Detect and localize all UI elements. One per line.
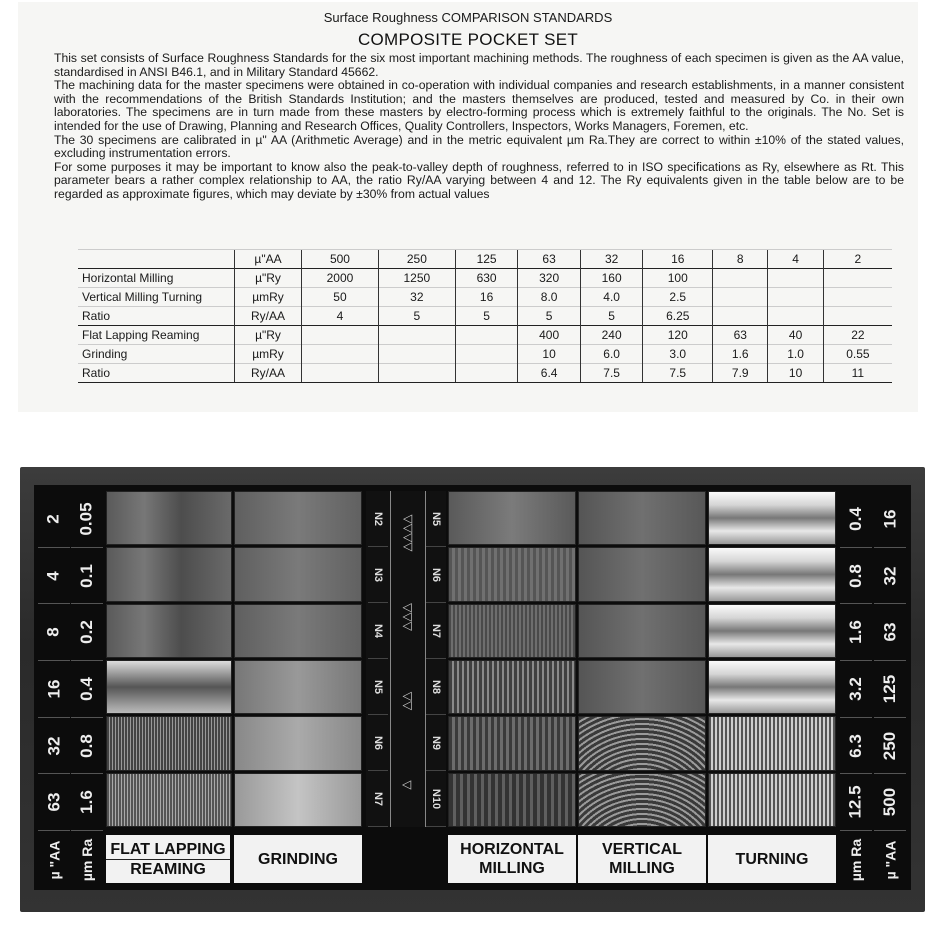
n-grade-strip <box>366 491 446 827</box>
label-vertical-milling <box>578 835 706 883</box>
n-grade-right <box>426 491 446 827</box>
label-grinding <box>234 835 362 883</box>
table-cell: 16 <box>455 288 518 307</box>
scale-head: µm Ra <box>848 838 864 882</box>
scale-cell: 63 <box>38 774 70 831</box>
specimen <box>106 604 232 658</box>
specimen <box>106 547 232 601</box>
table-cell <box>378 364 455 383</box>
n-grade-cell: N4 <box>368 603 388 659</box>
n-grade-cell: N10 <box>426 771 446 827</box>
finish-symbol: ▽▽▽▽ <box>401 514 416 552</box>
table-row <box>78 269 892 288</box>
table-header-row <box>78 250 892 269</box>
table-cell <box>455 345 518 364</box>
scale-cell: 0.8 <box>840 548 872 605</box>
specimen <box>578 660 706 714</box>
finish-symbol-column <box>390 491 426 827</box>
table-cell: µ"Ry <box>235 269 302 288</box>
specimen <box>448 604 576 658</box>
table-cell: 320 <box>518 269 581 288</box>
n-grade-cell: N6 <box>368 715 388 771</box>
table-cell <box>768 269 823 288</box>
specimen <box>578 491 706 545</box>
table-cell: 1.0 <box>768 345 823 364</box>
left-scale-um-ra <box>71 491 103 882</box>
specimen <box>708 491 836 545</box>
table-row <box>78 326 892 345</box>
table-cell: 4 <box>302 307 379 326</box>
scale-head: µ "AA <box>46 840 63 880</box>
table-cell: 400 <box>518 326 581 345</box>
finish-symbol: ▽▽ <box>401 691 415 711</box>
table-cell <box>713 269 768 288</box>
table-cell <box>78 250 235 269</box>
n-grade-cell: N2 <box>368 491 388 547</box>
flat-lapping-specimens <box>106 491 232 827</box>
table-cell: 630 <box>455 269 518 288</box>
table-cell: 32 <box>580 250 643 269</box>
specimen <box>106 491 232 545</box>
label-text: TURNING <box>735 850 809 868</box>
table-row-label: Grinding <box>78 345 235 364</box>
n-grade-cell: N3 <box>368 547 388 603</box>
table-cell: 2.5 <box>643 288 713 307</box>
paragraph: For some purposes it may be important to know also the peak-to-valley depth of roughness, referred to in ISO specifications as Ry, elsewhere as Rt. This parameter bears a rather complex relationship to AA, the ratio Ry/AA varying between 4 and 12. The Ry equivalents given in the table below are to be regarded as approximate figures, which may deviate by ±30% from actual values <box>54 159 904 201</box>
table-cell: 4.0 <box>580 288 643 307</box>
label-turning <box>708 835 836 883</box>
table-row-label: Horizontal Milling <box>78 269 235 288</box>
scale-cell: 125 <box>874 661 906 718</box>
label-reaming: REAMING <box>106 859 230 879</box>
label-flat-lapping-reaming <box>106 835 230 883</box>
turning-specimens <box>708 491 836 827</box>
specimen <box>234 716 362 770</box>
table-cell: 5 <box>518 307 581 326</box>
table-cell: 250 <box>378 250 455 269</box>
specimen <box>234 773 362 827</box>
specimen <box>106 660 232 714</box>
specimen <box>448 660 576 714</box>
table-cell: 22 <box>823 326 892 345</box>
table-cell: 7.9 <box>713 364 768 383</box>
table-cell: 6.0 <box>580 345 643 364</box>
table-cell: 16 <box>643 250 713 269</box>
scale-cell: 0.2 <box>71 604 103 661</box>
scale-cell: 3.2 <box>840 661 872 718</box>
table-cell: 10 <box>518 345 581 364</box>
n-grade-cell: N7 <box>426 603 446 659</box>
document-body <box>54 52 904 202</box>
scale-cell: 1.6 <box>840 604 872 661</box>
table-cell <box>378 345 455 364</box>
table-cell: 32 <box>378 288 455 307</box>
n-grade-cell: N9 <box>426 715 446 771</box>
document-card <box>18 2 918 412</box>
table-cell <box>302 364 379 383</box>
specimen <box>708 604 836 658</box>
paragraph: This set consists of Surface Roughness Standards for the six most important machining methods. The roughness of each specimen is given as the AA value, standardised in ANSI B46.1, and in Military Standard 45662. <box>54 51 904 79</box>
paragraph: The machining data for the master specimens were obtained in co-operation with individual companies and research establishments, in a manner consistent with the recommendations of the British Standards Institution; and the masters themselves are produced, tested and measured by Co. in their own laboratories. The specimens are in turn made from these masters by electro-forming process which is extremely faithful to the originals. The No. Set is intended for the use of Drawing, Planning and Research Offices, Quality Controllers, Inspectors, Works Managers, Foremen, etc. <box>54 78 904 133</box>
specimen <box>234 660 362 714</box>
grinding-specimens <box>234 491 362 827</box>
table-cell: 8.0 <box>518 288 581 307</box>
left-scale-uin-aa <box>38 491 70 880</box>
table-cell: µ"Ry <box>235 326 302 345</box>
table-cell: 40 <box>768 326 823 345</box>
specimen <box>448 547 576 601</box>
specimen <box>106 716 232 770</box>
finish-symbol: ▽ <box>400 780 415 790</box>
table-cell: 1.6 <box>713 345 768 364</box>
table-cell: 3.0 <box>643 345 713 364</box>
table-cell: 8 <box>713 250 768 269</box>
table-row-label: Ratio <box>78 307 235 326</box>
label-text: HORIZONTAL MILLING <box>460 841 564 877</box>
table-cell: 160 <box>580 269 643 288</box>
scale-cell: 32 <box>874 548 906 605</box>
specimen <box>708 660 836 714</box>
table-cell: µ"AA <box>235 250 302 269</box>
table-cell <box>455 364 518 383</box>
n-grade-left <box>368 491 388 827</box>
scale-cell: 8 <box>38 604 70 661</box>
specimen <box>578 604 706 658</box>
roughness-table <box>78 249 892 383</box>
table-cell <box>713 288 768 307</box>
specimen <box>448 716 576 770</box>
scale-cell: 0.1 <box>71 548 103 605</box>
table-cell: 240 <box>580 326 643 345</box>
right-scale-uin-aa <box>874 491 906 880</box>
n-grade-cell: N7 <box>368 771 388 827</box>
table-cell: Ry/AA <box>235 307 302 326</box>
right-scale-um-ra <box>840 491 872 882</box>
n-grade-cell: N5 <box>426 491 446 547</box>
scale-cell: 500 <box>874 774 906 831</box>
table-cell: 5 <box>455 307 518 326</box>
table-cell <box>823 307 892 326</box>
scale-cell: 0.4 <box>71 661 103 718</box>
label-text: VERTICAL MILLING <box>602 841 682 877</box>
specimen <box>708 773 836 827</box>
table-cell <box>768 288 823 307</box>
specimen <box>234 547 362 601</box>
table-row <box>78 307 892 326</box>
n-grade-cell: N8 <box>426 659 446 715</box>
scale-cell: 63 <box>874 604 906 661</box>
label-flat-lapping: FLAT LAPPING <box>110 840 226 858</box>
specimen <box>578 716 706 770</box>
scale-cell: 0.05 <box>71 491 103 548</box>
table-cell: 0.55 <box>823 345 892 364</box>
document-title: COMPOSITE POCKET SET <box>357 30 579 49</box>
table-row <box>78 345 892 364</box>
table-cell: 7.5 <box>643 364 713 383</box>
table-cell: 50 <box>302 288 379 307</box>
table-cell: 5 <box>378 307 455 326</box>
scale-cell: 16 <box>874 491 906 548</box>
table-cell <box>378 326 455 345</box>
table-cell: 1250 <box>378 269 455 288</box>
table-cell: µmRy <box>235 288 302 307</box>
table-cell: 11 <box>823 364 892 383</box>
specimen <box>708 547 836 601</box>
scale-cell: 250 <box>874 718 906 775</box>
table-cell <box>455 326 518 345</box>
vertical-milling-specimens <box>578 491 706 827</box>
table-cell <box>768 307 823 326</box>
scale-cell: 2 <box>38 491 70 548</box>
specimen <box>106 773 232 827</box>
n-grade-cell: N5 <box>368 659 388 715</box>
table-cell: 120 <box>643 326 713 345</box>
table-cell: 100 <box>643 269 713 288</box>
table-cell: 500 <box>302 250 379 269</box>
document-subtitle: Surface Roughness COMPARISON STANDARDS <box>323 10 613 25</box>
label-text: GRINDING <box>258 850 338 868</box>
scale-cell: 32 <box>38 718 70 775</box>
table-cell <box>302 345 379 364</box>
table-cell: 7.5 <box>580 364 643 383</box>
table-cell: 2 <box>823 250 892 269</box>
table-cell <box>823 288 892 307</box>
table-cell: µmRy <box>235 345 302 364</box>
scale-cell: 1.6 <box>71 774 103 831</box>
scale-head: µ "AA <box>882 840 899 880</box>
scale-head: µm Ra <box>79 838 95 882</box>
table-row-label: Flat Lapping Reaming <box>78 326 235 345</box>
specimen <box>578 773 706 827</box>
scale-cell: 12.5 <box>840 774 872 831</box>
table-cell <box>823 269 892 288</box>
table-cell <box>302 326 379 345</box>
specimen <box>708 716 836 770</box>
table-cell: 6.25 <box>643 307 713 326</box>
n-grade-cell: N6 <box>426 547 446 603</box>
table-row <box>78 288 892 307</box>
paragraph: The 30 specimens are calibrated in µ" AA (Arithmetic Average) and in the metric equivalent µm Ra.They are correct to within ±10% of the stated values, excluding instrumentation errors. <box>54 132 904 161</box>
table-row-label: Ratio <box>78 364 235 383</box>
comparison-plate-photo <box>20 467 925 912</box>
specimen <box>448 773 576 827</box>
finish-symbol: ▽▽▽ <box>401 603 415 631</box>
scale-cell: 6.3 <box>840 718 872 775</box>
specimen <box>234 604 362 658</box>
specimen <box>578 547 706 601</box>
scale-cell: 0.8 <box>71 718 103 775</box>
scale-cell: 0.4 <box>840 491 872 548</box>
table-cell: 63 <box>518 250 581 269</box>
table-cell <box>713 307 768 326</box>
label-horizontal-milling <box>448 835 576 883</box>
table-cell: 63 <box>713 326 768 345</box>
plate-face <box>34 485 911 890</box>
scale-cell: 4 <box>38 548 70 605</box>
horizontal-milling-specimens <box>448 491 576 827</box>
table-cell: 6.4 <box>518 364 581 383</box>
table-row <box>78 364 892 383</box>
table-cell: 10 <box>768 364 823 383</box>
specimen <box>448 491 576 545</box>
scale-cell: 16 <box>38 661 70 718</box>
table-cell: 5 <box>580 307 643 326</box>
specimen <box>234 491 362 545</box>
table-row-label: Vertical Milling Turning <box>78 288 235 307</box>
table-cell: 2000 <box>302 269 379 288</box>
table-cell: 125 <box>455 250 518 269</box>
table-cell: 4 <box>768 250 823 269</box>
table-cell: Ry/AA <box>235 364 302 383</box>
